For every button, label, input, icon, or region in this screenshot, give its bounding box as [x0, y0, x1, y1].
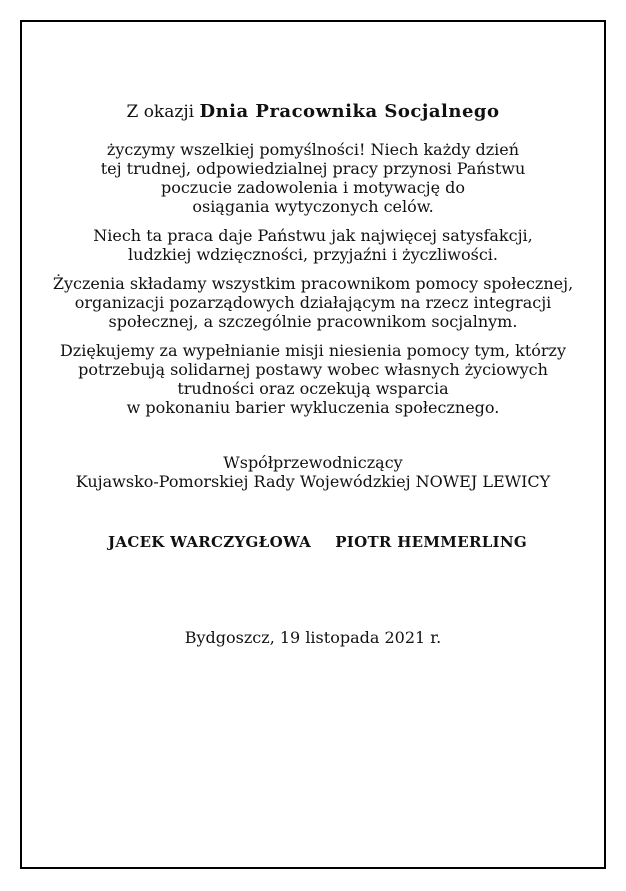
letter-heading [42, 101, 584, 123]
paragraph-satisfaction [42, 226, 584, 264]
paragraph-line: trudności oraz oczekują wsparcia [177, 379, 449, 398]
signatory-name-right: PIOTR HEMMERLING [335, 533, 527, 551]
signatory-name-left: JACEK WARCZYGŁOWA [108, 533, 312, 551]
paragraph-line: potrzebują solidarnej postawy wobec własnych życiowych [78, 360, 548, 379]
paragraph-line: życzymy wszelkiej pomyślności! Niech każdy dzień [106, 140, 520, 159]
signature-title-line: Współprzewodniczący [223, 453, 403, 472]
paragraph-line: ludzkiej wdzięczności, przyjaźni i życzliwości. [128, 245, 498, 264]
heading-occasion: Dnia Pracownika Socjalnego [199, 101, 500, 122]
signature-title-line: Kujawsko-Pomorskiej Rady Wojewódzkiej NOWEJ LEWICY [75, 472, 551, 491]
paragraph-thanks [42, 341, 584, 417]
paragraph-line: tej trudnej, odpowiedzialnej pracy przynosi Państwu [100, 159, 526, 178]
paragraph-line: społecznej, a szczególnie pracownikom socjalnym. [108, 312, 518, 331]
signatories-row [42, 533, 584, 552]
paragraph-line: organizacji pozarządowych działającym na rzecz integracji [74, 293, 552, 312]
paragraph-line: Dziękujemy za wypełnianie misji niesienia pomocy tym, którzy [59, 341, 567, 360]
page-border [20, 20, 606, 869]
paragraph-line: Niech ta praca daje Państwu jak najwięcej satysfakcji, [93, 226, 533, 245]
paragraph-line: poczucie zadowolenia i motywację do [160, 178, 466, 197]
signature-title [42, 453, 584, 491]
paragraph-line: w pokonaniu barier wykluczenia społecznego. [126, 398, 500, 417]
paragraph-line: osiągania wytyczonych celów. [192, 197, 434, 216]
paragraph-line: Życzenia składamy wszystkim pracownikom pomocy społecznej, [52, 274, 574, 293]
paragraph-recipients [42, 274, 584, 331]
place-and-date: Bydgoszcz, 19 listopada 2021 r. [184, 628, 442, 647]
heading-prefix: Z okazji [126, 102, 200, 122]
paragraph-wishes [42, 140, 584, 216]
